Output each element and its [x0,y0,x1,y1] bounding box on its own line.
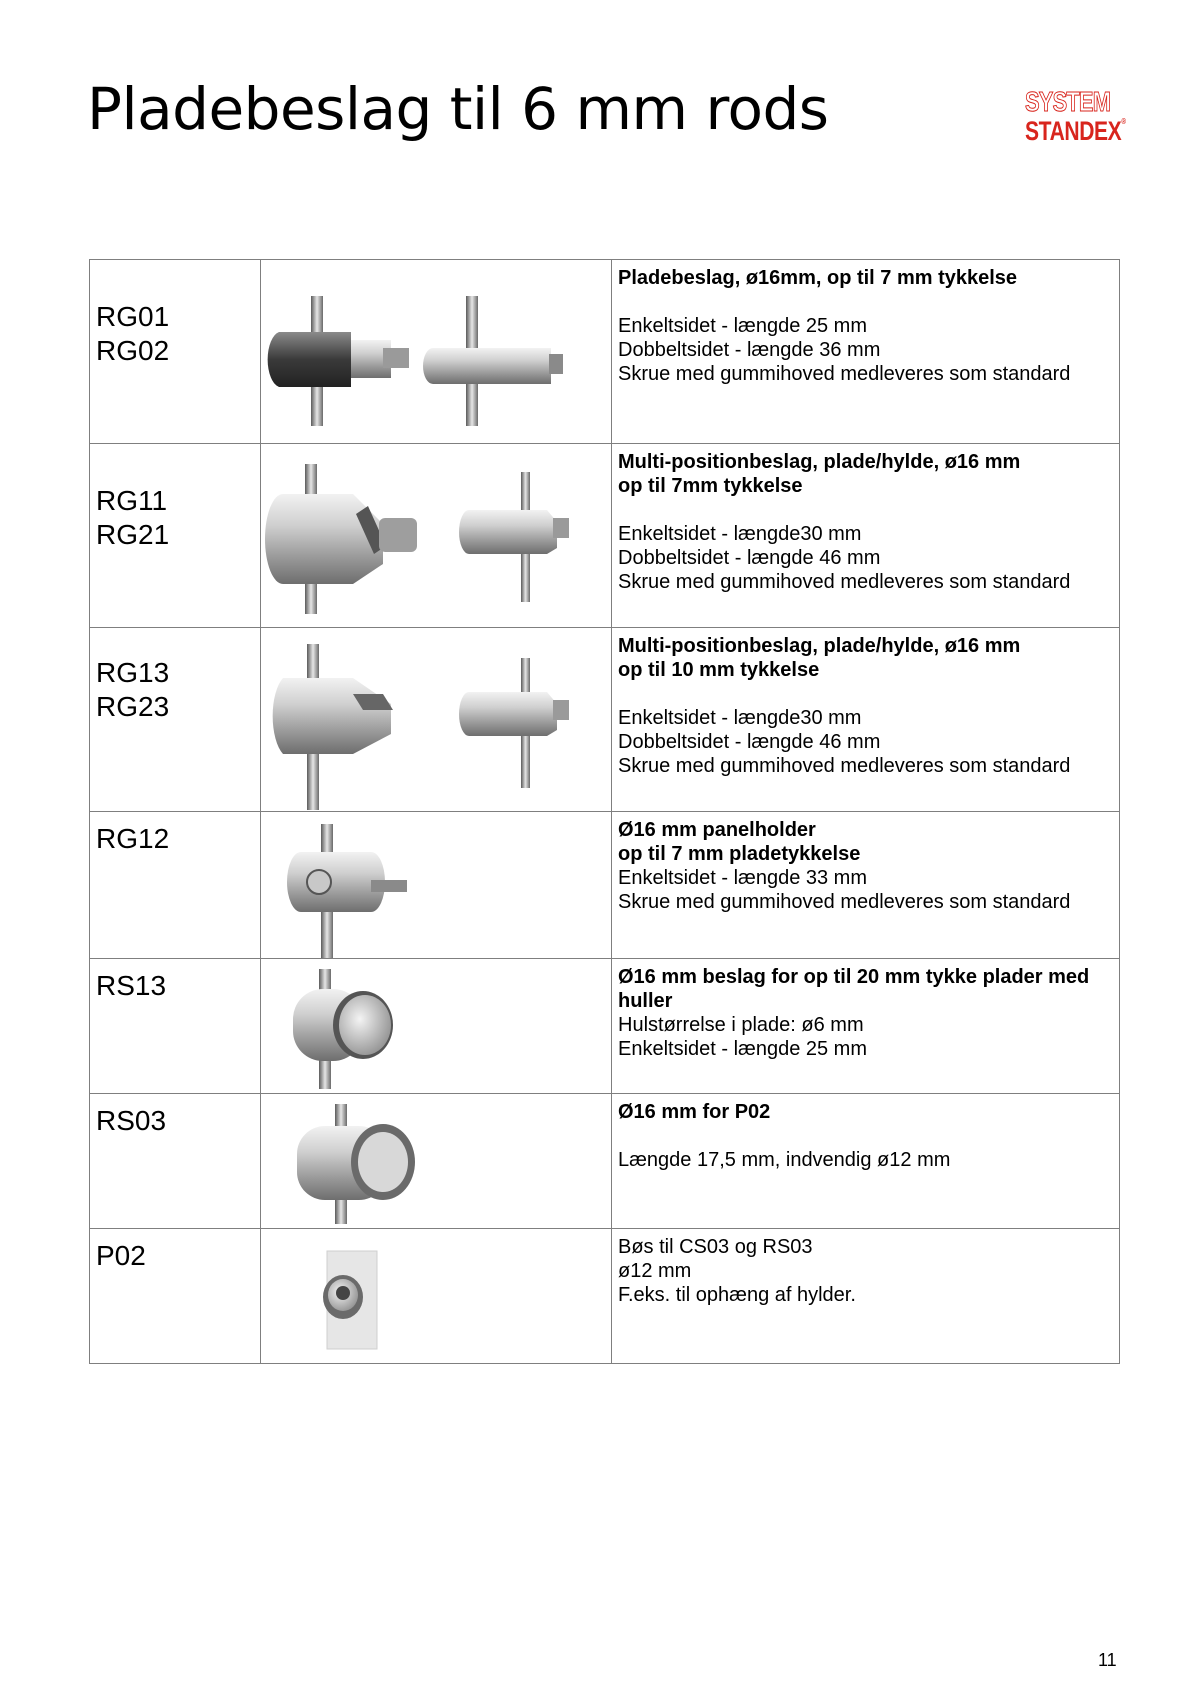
logo-line-standex: STANDEX® [1025,116,1126,146]
page-number: 11 [1098,1650,1117,1670]
product-code-cell [90,444,261,628]
table-row [90,444,1120,628]
product-code: RG01 [96,301,170,332]
product-image-cell [261,812,612,959]
product-image-cell [261,959,612,1094]
product-table [89,259,1120,1364]
product-code-cell [90,812,261,959]
product-image-cell [261,444,612,628]
product-description: Ø16 mm beslag for op til 20 mm tykke plader med huller Hulstørrelse i plade: ø6 mm Enkeltsidet - længde 25 mm [612,959,1120,1094]
product-code: RG21 [96,519,170,550]
product-description: Multi-positionbeslag, plade/hylde, ø16 mm op til 7mm tykkelse Enkeltsidet - længde30 mm Dobbeltsidet - længde 46 mm Skrue med gummihoved medleveres som standard [612,444,1120,628]
bracket-rg13-rg23-image [261,628,611,811]
table-row [90,628,1120,812]
bush-p02-image [261,1229,611,1363]
table-row [90,812,1120,959]
product-description: Pladebeslag, ø16mm, op til 7 mm tykkelse Enkeltsidet - længde 25 mm Dobbeltsidet - længde 36 mm Skrue med gummihoved medleveres som standard [612,260,1120,444]
product-code-cell [90,628,261,812]
product-code: P02 [96,1240,146,1271]
table-row [90,1229,1120,1364]
product-code-cell [90,959,261,1094]
bracket-rg11-rg21-image [261,444,611,627]
panel-holder-rg12-image [261,812,611,958]
product-code-cell [90,1094,261,1229]
product-code: RS03 [96,1105,167,1136]
product-image-cell [261,1229,612,1364]
product-image-cell [261,1094,612,1229]
bracket-rs03-image [261,1094,611,1228]
product-code: RG02 [96,335,170,366]
system-standex-logo [1025,88,1125,145]
bracket-rs13-image [261,959,611,1093]
product-code: RG13 [96,657,170,688]
product-code: RG12 [96,823,170,854]
page-title: Pladebeslag til 6 mm rods [87,75,829,143]
product-description: Bøs til CS03 og RS03 ø12 mm F.eks. til ophæng af hylder. [612,1229,1120,1364]
product-description: Ø16 mm panelholder op til 7 mm pladetykkelse Enkeltsidet - længde 33 mm Skrue med gummihoved medleveres som standard [612,812,1120,959]
product-code: RS13 [96,970,167,1001]
product-image-cell [261,260,612,444]
table-row [90,1094,1120,1229]
product-code: RG23 [96,691,170,722]
logo-line-system: SYSTEM [1025,86,1111,117]
product-code-cell [90,1229,261,1364]
table-row [90,260,1120,444]
product-code-cell [90,260,261,444]
table-row [90,959,1120,1094]
product-description: Ø16 mm for P02 Længde 17,5 mm, indvendig ø12 mm [612,1094,1120,1229]
bracket-rg01-rg02-image [261,260,611,443]
product-description: Multi-positionbeslag, plade/hylde, ø16 mm op til 10 mm tykkelse Enkeltsidet - længde30 mm Dobbeltsidet - længde 46 mm Skrue med gummihoved medleveres som standard [612,628,1120,812]
product-image-cell [261,628,612,812]
product-code: RG11 [96,485,168,516]
